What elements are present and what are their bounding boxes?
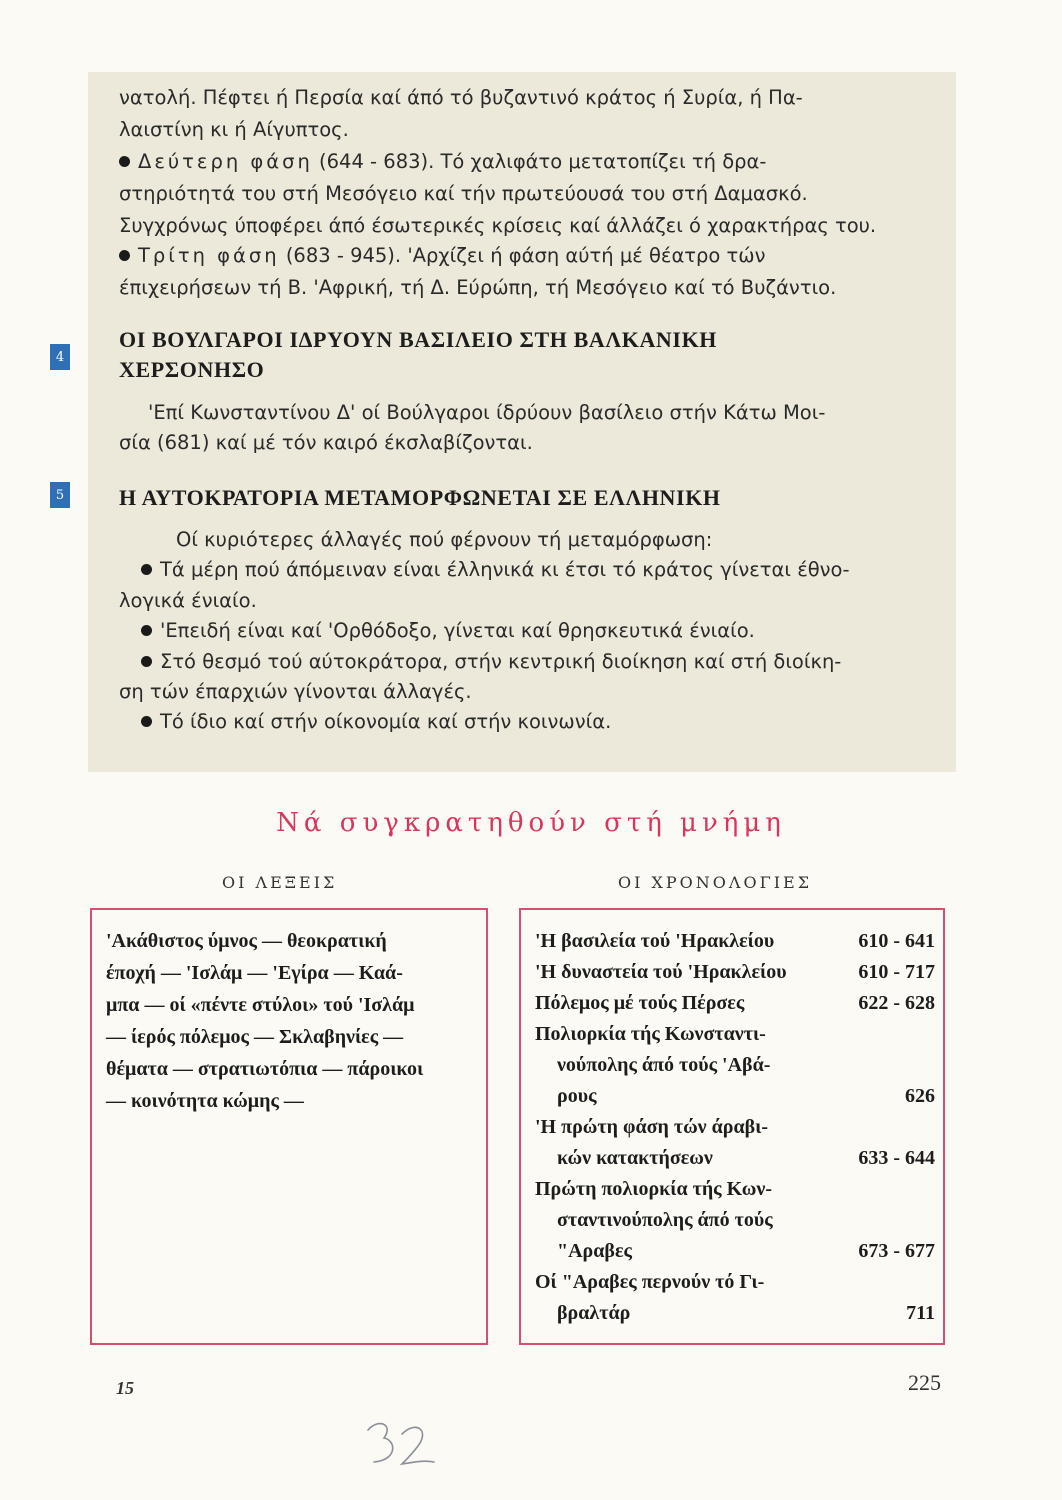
date-event: Οί "Αραβες περνούν τό Γι- — [535, 1271, 765, 1293]
section-5-bullet-1-line-1 — [141, 558, 850, 581]
words-line-4: — ίερός πόλεμος — Σκλαβηνίες — — [106, 1026, 404, 1048]
words-heading: ΟΙ ΛΕΞΕΙΣ — [222, 873, 338, 892]
bullet-4-text: Τό ίδιο καί στήν οίκονομία καί στήν κοινωνία. — [160, 710, 612, 733]
date-event: ρους — [557, 1085, 597, 1107]
words-box — [90, 908, 488, 1345]
date-year: 711 — [906, 1302, 935, 1324]
phase3-label: Τρίτη φάση — [138, 244, 280, 267]
date-event: νούπολης άπό τούς 'Αβά- — [557, 1054, 771, 1076]
section-4-text-line-1: 'Επί Κωνσταντίνου Δ' οί Βούλγαροι ίδρύουν βασίλειο στήν Κάτω Μοι- — [148, 401, 826, 424]
date-year: 633 - 644 — [858, 1147, 935, 1169]
phase2-line-3: Συγχρόνως ύποφέρει άπό έσωτερικές κρίσεις καί άλλάζει ό χαρακτήρας του. — [119, 214, 877, 237]
section-5-bullet-3-line-2: ση τών έπαρχιών γίνονται άλλαγές. — [119, 680, 472, 703]
phase2-label: Δεύτερη φάση — [138, 150, 313, 173]
section-5-badge: 5 — [50, 482, 70, 508]
section-4-badge: 4 — [50, 344, 70, 370]
section-5-title: Η ΑΥΤΟΚΡΑΤΟΡΙΑ ΜΕΤΑΜΟΡΦΩΝΕΤΑΙ ΣΕ ΕΛΛΗΝΙΚΗ — [119, 485, 721, 510]
bullet-3-text: Στό θεσμό τού αύτοκράτορα, στήν κεντρική διοίκηση καί στή διοίκη- — [160, 650, 842, 673]
date-event: 'Η πρώτη φάση τών άραβι- — [535, 1116, 769, 1138]
memory-title: Νά συγκρατηθούν στή μνήμη — [276, 808, 786, 838]
date-event: Πρώτη πολιορκία τής Κων- — [535, 1178, 773, 1200]
handwritten-number-icon — [360, 1416, 440, 1476]
date-event: βραλτάρ — [557, 1302, 631, 1324]
date-year: 610 - 717 — [858, 961, 935, 983]
intro-line-1: νατολή. Πέφτει ή Περσία καί άπό τό βυζαντινό κράτος ή Συρία, ή Πα- — [119, 86, 803, 109]
bullet-2-text: 'Επειδή είναι καί 'Ορθόδοξο, γίνεται καί θρησκευτικά ένιαίο. — [160, 619, 755, 642]
section-5-bullet-1-line-2: λογικά ένιαίο. — [119, 589, 257, 612]
date-event: Πολιορκία τής Κωνσταντι- — [535, 1023, 766, 1045]
date-year: 610 - 641 — [858, 930, 935, 952]
bullet-icon — [119, 250, 130, 261]
date-event: 'Η βασιλεία τού 'Ηρακλείου — [535, 930, 775, 952]
date-year: 626 — [905, 1085, 935, 1107]
words-line-2: έποχή — 'Ισλάμ — 'Εγίρα — Καά- — [106, 962, 403, 984]
signature-mark: 15 — [116, 1378, 134, 1398]
date-event: σταντινούπολης άπό τούς — [557, 1209, 773, 1231]
phase3-line-2: έπιχειρήσεων τή Β. 'Αφρική, τή Δ. Εύρώπη, τή Μεσόγειο καί τό Βυζάντιο. — [119, 276, 837, 299]
date-event: "Αραβες — [557, 1240, 632, 1262]
section-4-text-line-2: σία (681) καί μέ τόν καιρό έκσλαβίζονται. — [119, 431, 533, 454]
phase2-text: (644 - 683). Τό χαλιφάτο μετατοπίζει τή δρα- — [319, 150, 767, 173]
phase3-line-1 — [119, 244, 766, 267]
phase2-line-1 — [119, 150, 766, 173]
bullet-icon — [119, 156, 130, 167]
bullet-icon — [141, 625, 152, 636]
bullet-icon — [141, 564, 152, 575]
section-5-intro: Οί κυριότερες άλλαγές πού φέρνουν τή μεταμόρφωση: — [176, 528, 713, 551]
words-line-6: — κοινότητα κώμης — — [106, 1090, 304, 1112]
section-4-title-line-2: ΧΕΡΣΟΝΗΣΟ — [119, 357, 265, 382]
date-event: κών κατακτήσεων — [557, 1147, 713, 1169]
bullet-icon — [141, 716, 152, 727]
bullet-icon — [141, 656, 152, 667]
section-5-bullet-2 — [141, 619, 755, 642]
page-number: 225 — [908, 1370, 941, 1395]
date-year: 673 - 677 — [858, 1240, 935, 1262]
bullet-1-text: Τά μέρη πού άπόμειναν είναι έλληνικά κι έτσι τό κράτος γίνεται έθνο- — [160, 558, 850, 581]
words-line-3: μπα — οί «πέντε στύλοι» τού 'Ισλάμ — [106, 994, 415, 1016]
date-event: Πόλεμος μέ τούς Πέρσες — [535, 992, 745, 1014]
phase3-text: (683 - 945). 'Αρχίζει ή φάση αύτή μέ θέατρο τών — [285, 244, 766, 267]
words-line-1: 'Ακάθιστος ύμνος — θεοκρατική — [106, 930, 387, 952]
phase2-line-2: στηριότητά του στή Μεσόγειο καί τήν πρωτεύουσά του στή Δαμασκό. — [119, 182, 808, 205]
section-5-bullet-4 — [141, 710, 611, 733]
dates-heading: ΟΙ ΧΡΟΝΟΛΟΓΙΕΣ — [618, 873, 812, 892]
intro-line-2: λαιστίνη κι ή Αίγυπτος. — [119, 118, 349, 141]
date-year: 622 - 628 — [858, 992, 935, 1014]
date-event: 'Η δυναστεία τού 'Ηρακλείου — [535, 961, 787, 983]
section-4-title-line-1: ΟΙ ΒΟΥΛΓΑΡΟΙ ΙΔΡΥΟΥΝ ΒΑΣΙΛΕΙΟ ΣΤΗ ΒΑΛΚΑΝΙΚΗ — [119, 327, 718, 352]
section-5-bullet-3-line-1 — [141, 650, 841, 673]
words-line-5: θέματα — στρατιωτόπια — πάροικοι — [106, 1058, 424, 1080]
dates-box — [519, 908, 945, 1345]
